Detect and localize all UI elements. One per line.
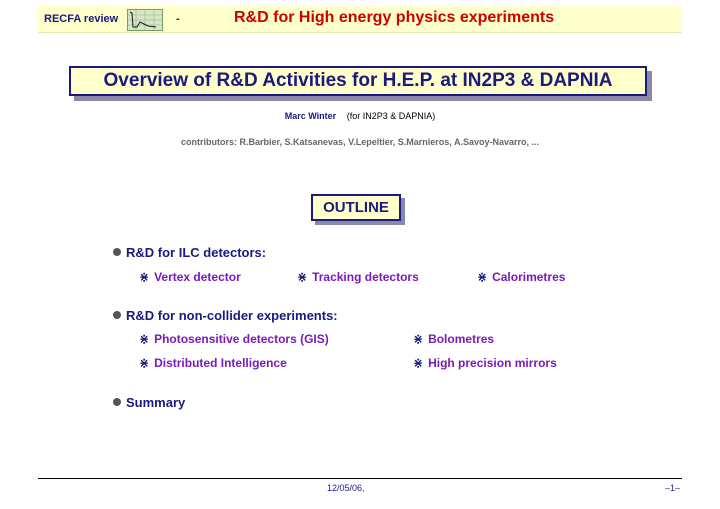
asterisk-icon: ⋇ [477,270,488,284]
outline-item-label: Summary [126,395,186,410]
outline-heading: OUTLINE [311,194,401,221]
asterisk-icon: ⋇ [297,270,308,284]
outline-subitem-calorimetres [477,270,565,284]
outline-subitem-label: Calorimetres [492,270,566,284]
outline-subitem-label: Bolometres [428,332,495,346]
outline-subitem-label: Tracking detectors [312,270,419,284]
outline-subitem-distributed-intelligence [139,356,287,370]
asterisk-icon: ⋇ [139,356,150,370]
asterisk-icon: ⋇ [413,332,424,346]
header-separator: - [176,13,180,25]
bullet-icon [113,398,121,406]
outline-item-summary [113,395,185,410]
outline-subitem-mirrors [413,356,557,370]
bullet-icon [113,248,121,256]
outline-subitem-label: High precision mirrors [428,356,557,370]
page-number: –1– [665,483,681,493]
outline-subitem-bolometres [413,332,494,346]
asterisk-icon: ⋇ [139,332,150,346]
header-title: R&D for High energy physics experiments [234,9,555,26]
outline-item-non-collider [113,308,338,323]
outline-subitem-label: Distributed Intelligence [154,356,287,370]
outline-subitem-tracking [297,270,419,284]
author-line [0,111,720,121]
bullet-icon [113,311,121,319]
outline-item-label: R&D for ILC detectors: [126,245,267,260]
header-bar [38,6,682,33]
thumbnail-chart-icon [127,9,163,31]
outline-subitem-vertex [139,270,241,284]
outline-item-label: R&D for non-collider experiments: [126,308,338,323]
footer-date: 12/05/06, [327,483,365,493]
footer-divider [38,478,682,479]
contributors-line: contributors: R.Barbier, S.Katsanevas, V.Lepeltier, S.Marnieros, A.Savoy-Navarro, ... [181,137,539,147]
outline-item-ilc [113,245,266,260]
header-left-label: RECFA review [44,13,119,25]
outline-subitem-label: Photosensitive detectors (GIS) [154,332,329,346]
outline-subitem-photosensitive [139,332,329,346]
outline-subitem-label: Vertex detector [154,270,241,284]
asterisk-icon: ⋇ [139,270,150,284]
author-name: Marc Winter [284,111,337,121]
author-affiliation: (for IN2P3 & DAPNIA) [346,111,436,121]
slide-title: Overview of R&D Activities for H.E.P. at IN2P3 & DAPNIA [69,66,647,96]
asterisk-icon: ⋇ [413,356,424,370]
